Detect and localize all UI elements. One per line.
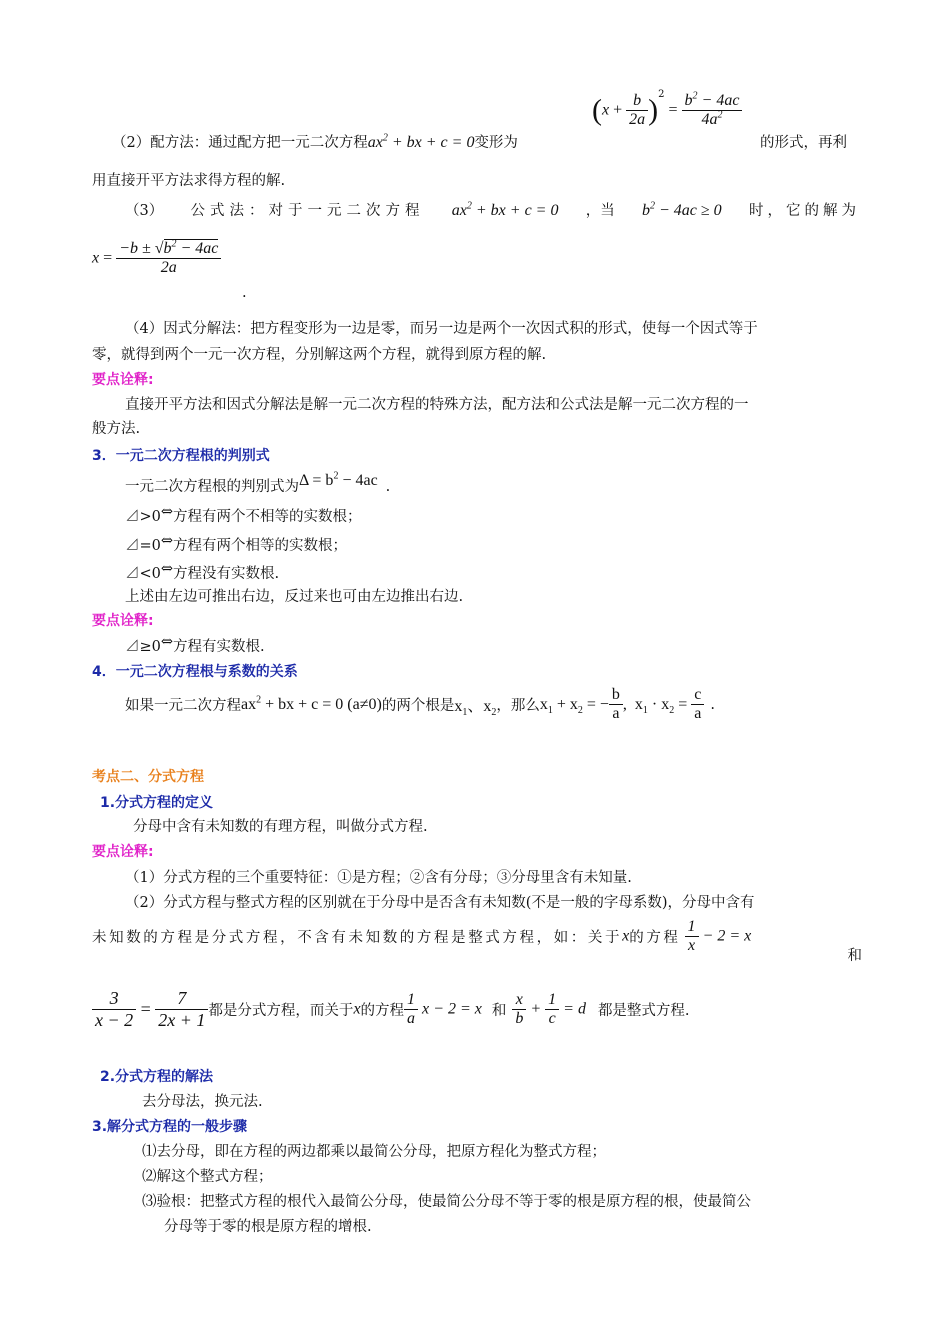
case-positive (125, 504, 362, 526)
example-fraction-equation-1: $\frac{1}{x}$ (685, 918, 699, 955)
and-text: 和 (847, 948, 862, 964)
example-fraction-equation-2-right: $\frac{7}{2x + 1}$ (155, 988, 208, 1031)
vieta-product-fraction: $\frac{c}{a}$ (691, 686, 704, 723)
example-integer-equation-1: $\frac{1}{a}$ (404, 991, 418, 1028)
reverse-statement: 上述由左边可推出右边，反过来也可由左边推出右边. (125, 589, 464, 605)
case-nonnegative (125, 634, 265, 656)
case-negative-result: 方程没有实数根. (173, 566, 280, 582)
case-positive-result: 方程有两个不相等的实数根； (173, 509, 362, 525)
example-fraction-equation-2-left: $\frac{3}{x - 2}$ (92, 988, 136, 1031)
case-nonnegative-result: 方程有实数根. (173, 639, 265, 655)
solving-methods-text: 去分母法，换元法. (142, 1094, 263, 1110)
vieta-roots: $x_1$、$x_2$ (454, 698, 497, 719)
discriminant-definition (125, 470, 391, 496)
vieta-statement: 如果一元二次方程$ax^2$ + bx + c = 0 (a≠0)的两个根是$x_1$、$x_2$，那么$x_1 + x_2$ = − $\frac{b}{a}$ , $x_1 \cdot x_2$ = $\frac{c}{a}$ . (125, 686, 715, 722)
solving-methods-heading: 2.分式方程的解法 (100, 1069, 214, 1085)
distinction-fractional-text: 都是分式方程，而关于 (208, 1003, 354, 1019)
completed-square-formula: (x + $\frac{b}{2a}$ )$^2$ = $\frac{b^2 - 4ac}{4a^2}$ (592, 92, 742, 129)
iff-icon: ⇔ (160, 634, 174, 650)
vieta-intro: 如果一元二次方程 (125, 698, 241, 714)
case-negative (125, 561, 280, 583)
distinction-line3: $\frac{3}{x - 2}$ = $\frac{7}{2x + 1}$ 都是分式方程，而关于x的方程 $\frac{1}{a}$ x − 2 = x 和 $\frac{x}{b}$ + $\frac{1}{c}$ = d 都是整式方程. (92, 988, 690, 1031)
definition-heading: 1.分式方程的定义 (100, 795, 214, 811)
case-positive-condition: ⊿>0 (125, 509, 161, 525)
note-line2: 般方法. (92, 421, 141, 437)
method3-number: （3） (125, 203, 164, 219)
method2-line2: 用直接开平方法求得方程的解. (92, 173, 286, 189)
key-point-label: 要点诠释: (92, 372, 154, 388)
step-1: ⑴去分母，即在方程的两边都乘以最简公分母，把原方程化为整式方程； (142, 1144, 606, 1160)
method2-transform-text: 变形为 (474, 135, 518, 151)
method3-period: . (242, 285, 247, 301)
distinction-end: 都是整式方程. (597, 1003, 690, 1019)
key-point-label: 要点诠释: (92, 844, 154, 860)
example-integer-equation-2: $\frac{x}{b}$ (512, 991, 526, 1028)
method4-line2: 零，就得到两个一元一次方程，分别解这两个方程，就得到原方程的解. (92, 347, 547, 363)
distinction-equation-text: 的方程 (629, 930, 681, 946)
vieta-roots-text: 的两个根是 (381, 698, 455, 714)
discriminant-heading: 3．一元二次方程根的判别式 (92, 448, 270, 464)
and-text: 和 (491, 1003, 507, 1019)
vieta-sum-fraction: $\frac{b}{a}$ (609, 686, 623, 723)
method2-tail: 的形式，再利 (760, 135, 847, 151)
method3-solution-text: 时，它的解为 (748, 203, 860, 219)
method2-line1 (112, 134, 518, 152)
step-3-line2: 分母等于零的根是原方程的增根. (164, 1219, 372, 1235)
distinction-line2: 未知数的方程是分式方程，不含有未知数的方程是整式方程，如：关于x的方程 $\frac{1}{x}$ − 2 = x 和 (92, 918, 862, 964)
method3-line1 (125, 202, 860, 220)
method4-line1: （4）因式分解法：把方程变形为一边是零，而另一边是两个一次因式积的形式，使每一个因式等于 (125, 321, 758, 337)
discriminant-period: . (385, 479, 391, 495)
iff-icon: ⇔ (160, 504, 174, 520)
definition-text: 分母中含有未知数的有理方程，叫做分式方程. (133, 819, 428, 835)
vieta-heading: 4．一元二次方程根与系数的关系 (92, 664, 298, 680)
method2-intro: （2）配方法：通过配方把一元二次方程 (112, 135, 368, 151)
case-zero-result: 方程有两个相等的实数根； (173, 538, 348, 554)
distinction-line1: （2）分式方程与整式方程的区别就在于分母中是否含有未知数(不是一般的字母系数)，分母中含有 (125, 895, 755, 911)
section-two-heading: 考点二、分式方程 (92, 769, 204, 785)
method3-when: ，当 (585, 203, 615, 219)
steps-heading: 3.解分式方程的一般步骤 (92, 1119, 248, 1135)
discriminant-condition-formula: $b^2 - 4ac \ge 0$ (642, 200, 722, 219)
method3-intro: 公式法：对于一元二次方程 (190, 203, 425, 219)
quadratic-equation-formula: $ax^2$ + bx + c = 0 (367, 132, 475, 151)
discriminant-formula: $\Delta = b^2 - 4ac$ (299, 470, 378, 489)
key-point-label: 要点诠释: (92, 613, 154, 629)
vieta-condition: (a≠0) (347, 695, 382, 713)
vieta-equation: $ax^2$ + bx + c = 0 (241, 694, 344, 713)
distinction-intro: 未知数的方程是分式方程，不含有未知数的方程是整式方程，如：关于 (92, 930, 623, 946)
note-line1: 直接开平方法和因式分解法是解一元二次方程的特殊方法，配方法和公式法是解一元二次方程的一 (125, 397, 749, 413)
case-zero-condition: ⊿=0 (125, 538, 161, 554)
vieta-period: . (710, 696, 715, 713)
case-nonnegative-condition: ⊿≥0 (125, 639, 161, 655)
step-3-line1: ⑶验根：把整式方程的根代入最简公分母，使最简公分母不等于零的根是原方程的根，使最简公 (142, 1194, 751, 1210)
quadratic-formula: x = $\frac{-b \pm √b^2 - 4ac}{2a}$ (92, 240, 221, 277)
vieta-then: ，那么 (496, 698, 540, 714)
discriminant-intro: 一元二次方程根的判别式为 (125, 479, 299, 495)
iff-icon: ⇔ (160, 561, 174, 577)
features-text: （1）分式方程的三个重要特征：①是方程；②含有分母；③分母里含有未知量. (125, 870, 632, 886)
vieta-sum-formula: $x_1 + x_2$ = − (539, 695, 609, 716)
iff-icon: ⇔ (160, 533, 174, 549)
quadratic-equation-formula: $ax^2$ + bx + c = 0 (451, 200, 559, 219)
case-zero (125, 533, 348, 555)
case-negative-condition: ⊿<0 (125, 566, 161, 582)
distinction-integer-text: 的方程 (360, 1003, 405, 1019)
step-2: ⑵解这个整式方程； (142, 1169, 273, 1185)
